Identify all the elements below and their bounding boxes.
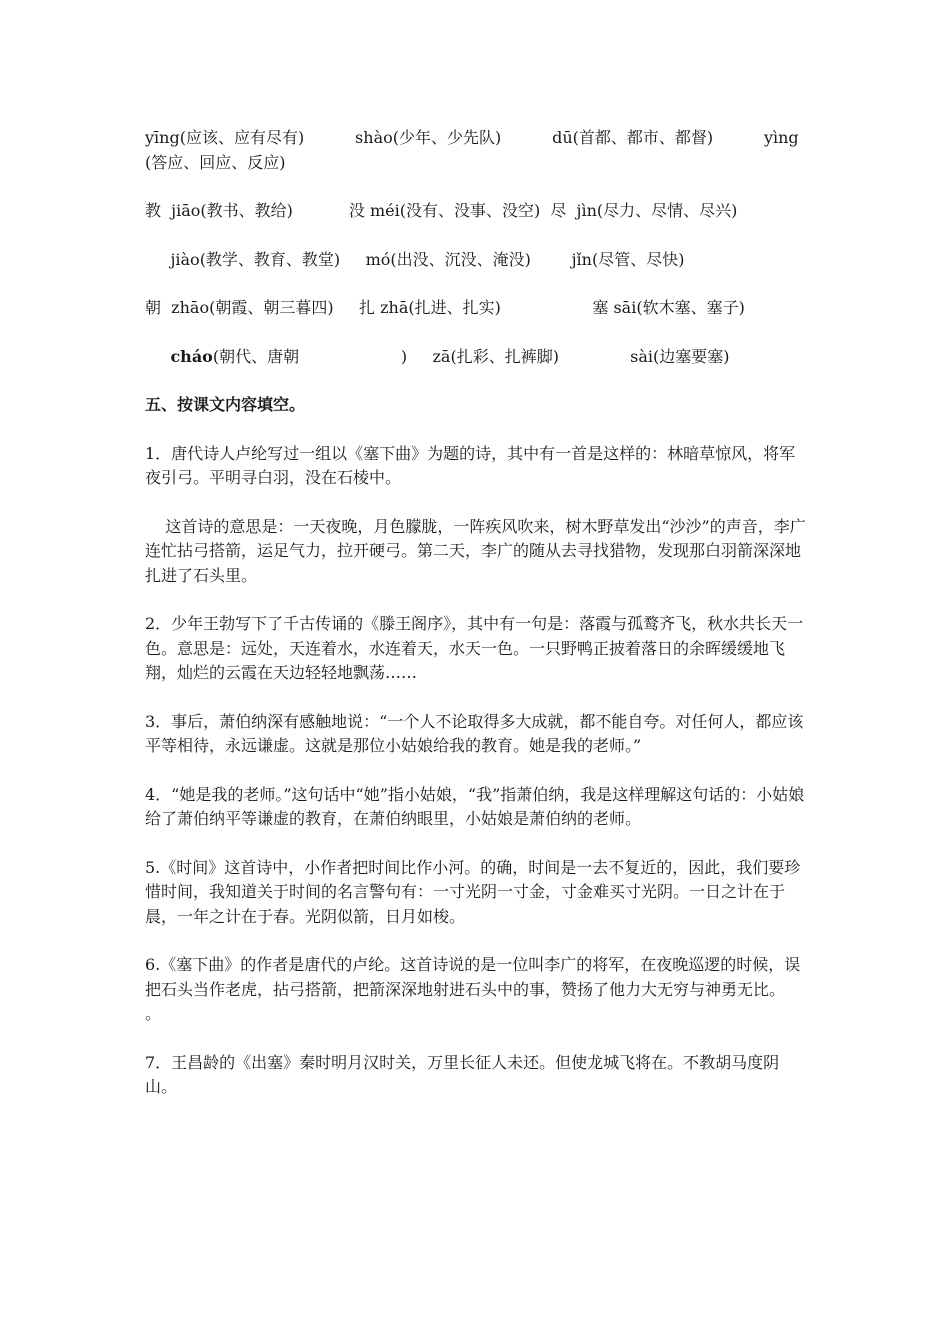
paragraph-4: 4．“她是我的老师。”这句话中“她”指小姑娘，“我”指萧伯纳，我是这样理解这句话的：小姑娘给了萧伯纳平等谦虚的教育，在萧伯纳眼里，小姑娘是萧伯纳的老师。 <box>145 784 805 828</box>
paragraph-1: 1．唐代诗人卢纶写过一组以《塞下曲》为题的诗，其中有一首是这样的：林暗草惊风，将军夜引弓。平明寻白羽，没在石棱中。 <box>145 443 796 487</box>
paragraph-2: 2．少年王勃写下了千古传诵的《滕王阁序》，其中有一句是：落霞与孤鹜齐飞，秋水共长天一色。意思是：远处，天连着水，水连着天，水天一色。一只野鸭正披着落日的余晖缓缓地飞翔，灿烂的云霞在天边轻轻地飘荡…… <box>145 614 804 682</box>
pinyin-line-3: jiào(教学、教育、教堂) mó(出没、沉没、淹没) jǐn(尽管、尽快) <box>145 249 685 269</box>
pinyin-line-1: yīng(应该、应有尽有) shào(少年、少先队) dū(首都、都市、都督) yìng (答应、回应、反应) <box>145 128 804 172</box>
document-page <box>145 126 938 1100</box>
paragraph-3: 3．事后，萧伯纳深有感触地说：“一个人不论取得多大成就，都不能自夸。对任何人，都应该平等相待，永远谦虚。这就是那位小姑娘给我的教育。她是我的老师。” <box>145 711 804 755</box>
pinyin-line-2: 教 jiāo(教书、教给) 没 méi(没有、没事、没空) 尽 jìn(尽力、尽情、尽兴) <box>145 201 738 220</box>
paragraph-7: 7．王昌龄的《出塞》秦时明月汉时关，万里长征人未还。但使龙城飞将在。不教胡马度阴山。 <box>145 1052 780 1096</box>
pinyin-line-5-rest: (朝代、唐朝 ) zā(扎彩、扎裤脚) sài(边塞要塞) <box>212 346 730 366</box>
paragraph-5: 5.《时间》这首诗中，小作者把时间比作小河。的确，时间是一去不复近的，因此，我们要珍惜时间，我知道关于时间的名言警句有：一寸光阴一寸金，寸金难买寸光阴。一日之计在于晨，一年之计在于春。光阴似箭，日月如梭。 <box>145 857 801 926</box>
paragraph-6: 6.《塞下曲》的作者是唐代的卢纶。这首诗说的是一位叫李广的将军，在夜晚巡逻的时候，误把石头当作老虎，拈弓搭箭，把箭深深地射进石头中的事，赞扬了他力大无穷与神勇无比。 。 <box>145 955 938 1023</box>
section-title: 五、按课文内容填空。 <box>145 395 306 414</box>
paragraph-1-meaning: 这首诗的意思是：一天夜晚，月色朦胧，一阵疾风吹来，树木野草发出“沙沙”的声音，李广连忙拈弓搭箭，运足气力，拉开硬弓。第二天，李广的随从去寻找猎物，发现那白羽箭深深地扎进了石头里。 <box>145 516 806 585</box>
pinyin-line-4: 朝 zhāo(朝霞、朝三暮四) 扎 zhā(扎进、扎实) 塞 sāi(软木塞、塞子) <box>145 298 745 317</box>
pinyin-line-5-lead <box>145 347 170 366</box>
pinyin-line-5 <box>145 345 810 370</box>
pinyin-chao-bold: cháo <box>170 346 213 366</box>
